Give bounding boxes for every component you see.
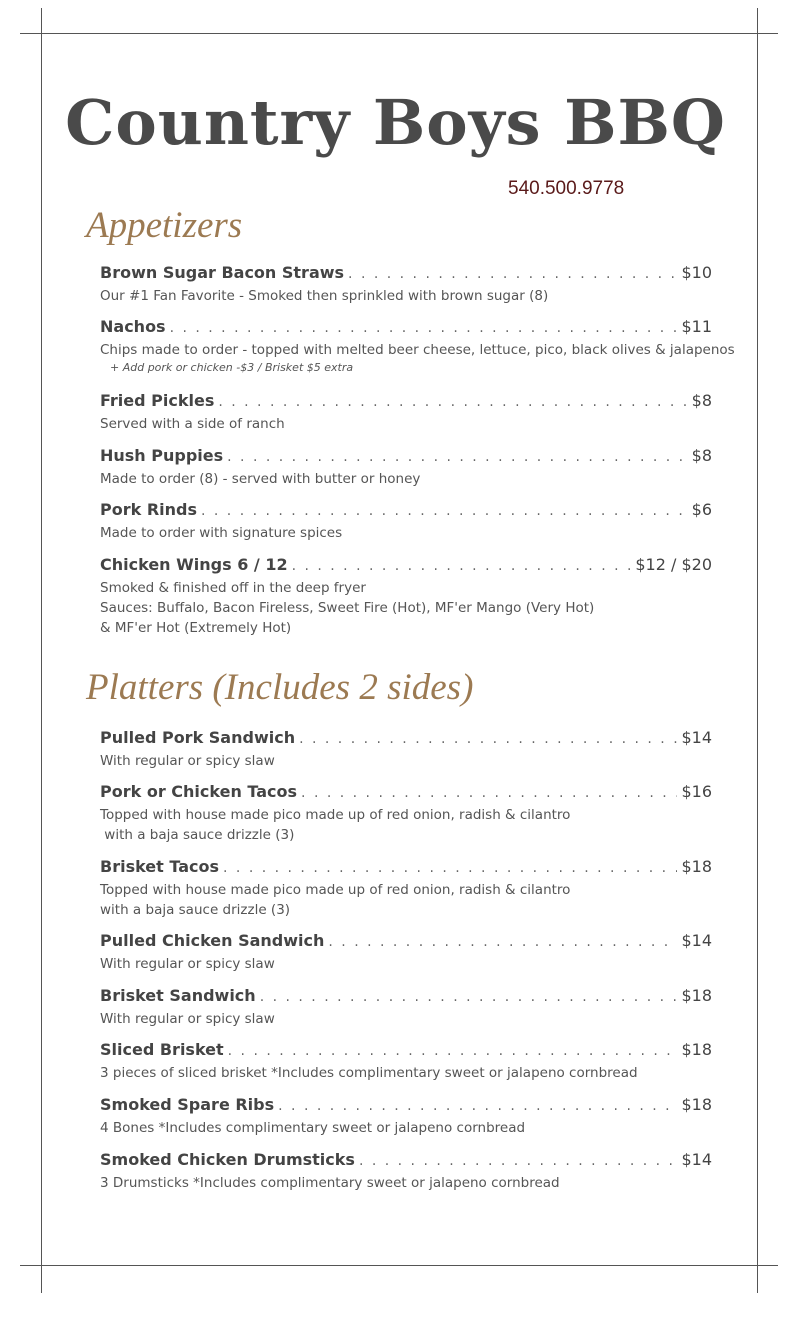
item-price: $18 xyxy=(681,1095,712,1114)
item-price: $14 xyxy=(681,728,712,747)
item-name: Hush Puppies xyxy=(100,446,224,465)
item-description: with a baja sauce drizzle (3) xyxy=(100,827,295,843)
item-name: Pork or Chicken Tacos xyxy=(100,782,298,801)
dot-leader xyxy=(227,449,687,465)
item-price: $8 xyxy=(691,391,712,410)
dot-leader xyxy=(359,1153,678,1169)
item-price: $11 xyxy=(681,317,712,336)
menu-item xyxy=(100,931,712,974)
item-description: With regular or spicy slaw xyxy=(100,956,275,972)
item-description: Chips made to order - topped with melted beer cheese, lettuce, pico, black olives & jalapenos xyxy=(100,342,735,358)
item-price: $14 xyxy=(681,1150,712,1169)
menu-item xyxy=(100,986,712,1029)
dot-leader xyxy=(278,1098,677,1114)
item-description: Sauces: Buffalo, Bacon Fireless, Sweet Fire (Hot), MF'er Mango (Very Hot) xyxy=(100,600,595,616)
menu-item xyxy=(100,317,735,376)
dot-leader xyxy=(292,558,632,574)
menu-item xyxy=(100,1095,712,1138)
dot-leader xyxy=(301,785,677,801)
dot-leader xyxy=(348,266,677,282)
item-description: 3 pieces of sliced brisket *Includes complimentary sweet or jalapeno cornbread xyxy=(100,1065,638,1081)
item-description: With regular or spicy slaw xyxy=(100,753,275,769)
dot-leader xyxy=(260,989,678,1005)
item-price: $8 xyxy=(691,446,712,465)
menu-item xyxy=(100,391,712,434)
item-note: + Add pork or chicken -$3 / Brisket $5 extra xyxy=(110,361,354,374)
item-name: Fried Pickles xyxy=(100,391,215,410)
crop-line-bottom xyxy=(20,1265,778,1266)
item-description: Served with a side of ranch xyxy=(100,416,285,432)
item-price: $18 xyxy=(681,857,712,876)
item-description: Made to order with signature spices xyxy=(100,525,343,541)
item-name: Pork Rinds xyxy=(100,500,197,519)
item-description: Topped with house made pico made up of red onion, radish & cilantro xyxy=(100,807,571,823)
section-heading-appetizers: Appetizers xyxy=(86,205,243,246)
item-description: Topped with house made pico made up of red onion, radish & cilantro xyxy=(100,882,571,898)
menu-item xyxy=(100,555,712,638)
dot-leader xyxy=(201,503,688,519)
crop-line-right xyxy=(757,8,758,1293)
menu-item xyxy=(100,263,712,306)
item-description: & MF'er Hot (Extremely Hot) xyxy=(100,620,292,636)
item-name: Brisket Sandwich xyxy=(100,986,256,1005)
crop-line-top xyxy=(20,33,778,34)
item-name: Pulled Pork Sandwich xyxy=(100,728,296,747)
phone-number: 540.500.9778 xyxy=(508,178,625,199)
menu-item xyxy=(100,1040,712,1083)
item-price: $6 xyxy=(691,500,712,519)
dot-leader xyxy=(170,320,678,336)
menu-item xyxy=(100,857,712,920)
item-description: 3 Drumsticks *Includes complimentary sweet or jalapeno cornbread xyxy=(100,1175,560,1191)
item-description: Made to order (8) - served with butter or honey xyxy=(100,471,421,487)
dot-leader xyxy=(218,394,687,410)
item-description: Our #1 Fan Favorite - Smoked then sprinkled with brown sugar (8) xyxy=(100,288,549,304)
menu-item xyxy=(100,500,712,543)
dot-leader xyxy=(228,1043,678,1059)
section-heading-platters: Platters (Includes 2 sides) xyxy=(86,667,474,708)
menu-item xyxy=(100,728,712,771)
item-name: Chicken Wings 6 / 12 xyxy=(100,555,288,574)
item-price: $14 xyxy=(681,931,712,950)
item-name: Nachos xyxy=(100,317,166,336)
item-price: $10 xyxy=(681,263,712,282)
item-name: Sliced Brisket xyxy=(100,1040,224,1059)
dot-leader xyxy=(299,731,677,747)
restaurant-title: Country Boys BBQ xyxy=(65,86,726,159)
item-description: 4 Bones *Includes complimentary sweet or jalapeno cornbread xyxy=(100,1120,526,1136)
item-name: Pulled Chicken Sandwich xyxy=(100,931,325,950)
crop-line-left xyxy=(41,8,42,1293)
menu-item xyxy=(100,446,712,489)
item-price: $16 xyxy=(681,782,712,801)
item-price: $12 / $20 xyxy=(635,555,712,574)
item-description: With regular or spicy slaw xyxy=(100,1011,275,1027)
item-price: $18 xyxy=(681,1040,712,1059)
item-name: Brown Sugar Bacon Straws xyxy=(100,263,345,282)
item-name: Smoked Spare Ribs xyxy=(100,1095,275,1114)
item-description: with a baja sauce drizzle (3) xyxy=(100,902,291,918)
dot-leader xyxy=(223,860,677,876)
item-name: Brisket Tacos xyxy=(100,857,220,876)
menu-item xyxy=(100,782,712,845)
item-price: $18 xyxy=(681,986,712,1005)
item-name: Smoked Chicken Drumsticks xyxy=(100,1150,355,1169)
menu-item xyxy=(100,1150,712,1193)
item-description: Smoked & finished off in the deep fryer xyxy=(100,580,366,596)
dot-leader xyxy=(328,934,677,950)
